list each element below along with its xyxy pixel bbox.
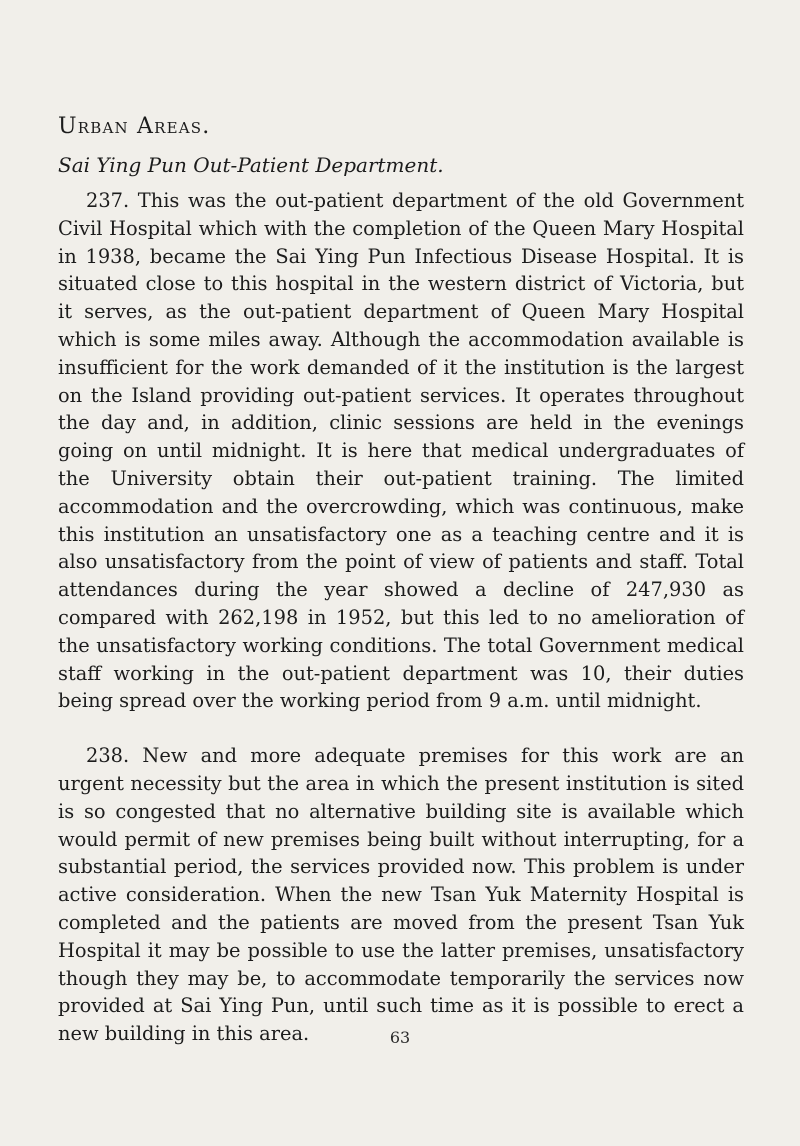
page-number: 63 — [389, 1028, 411, 1047]
section-heading: Urban Areas. — [58, 114, 211, 139]
subsection-heading: Sai Ying Pun Out-Patient Department. — [58, 153, 444, 177]
paragraph-237: 237. This was the out-patient department of the old Government Civil Hospital which with the completion of the Queen Mary Hospital in 1938, became the Sai Ying Pun Infectious Disease Hospital. It is situated close to this hospital in the western district of Victoria, but it serves, as the out-patient department of Queen Mary Hospital which is some miles away. Although the accommodation available is insufficient for the work demanded of it the institution is the largest on the Island providing out-patient services. It operates throughout the day and, in addition, clinic sessions are held in the evenings going on until midnight. It is here that medical undergraduates of the University obtain their out-patient training. The limited accommodation and the overcrowding, which was continuous, make this institution an unsatisfactory one as a teaching centre and it is also unsatisfactory from the point of view of patients and staff. Total attendances during the year showed a decline of 247,930 as compared with 262,198 in 1952, but this led to no amelioration of the unsatisfactory working conditions. The total Government medical staff working in the out-patient department was 10, their duties being spread over the working period from 9 a.m. until midnight. — [58, 189, 744, 713]
page-content — [58, 114, 744, 1048]
paragraph-238: 238. New and more adequate premises for this work are an urgent necessity but the area in which the present institution is sited is so congested that no alternative building site is available which would permit of new premises being built without interrupting, for a substantial period, the services provided now. This problem is under active consideration. When the new Tsan Yuk Maternity Hospital is completed and the patients are moved from the present Tsan Yuk Hospital it may be possible to use the latter premises, unsatisfactory though they may be, to accommodate temporarily the services now provided at Sai Ying Pun, until such time as it is possible to erect a new building in this area. — [58, 744, 744, 1046]
